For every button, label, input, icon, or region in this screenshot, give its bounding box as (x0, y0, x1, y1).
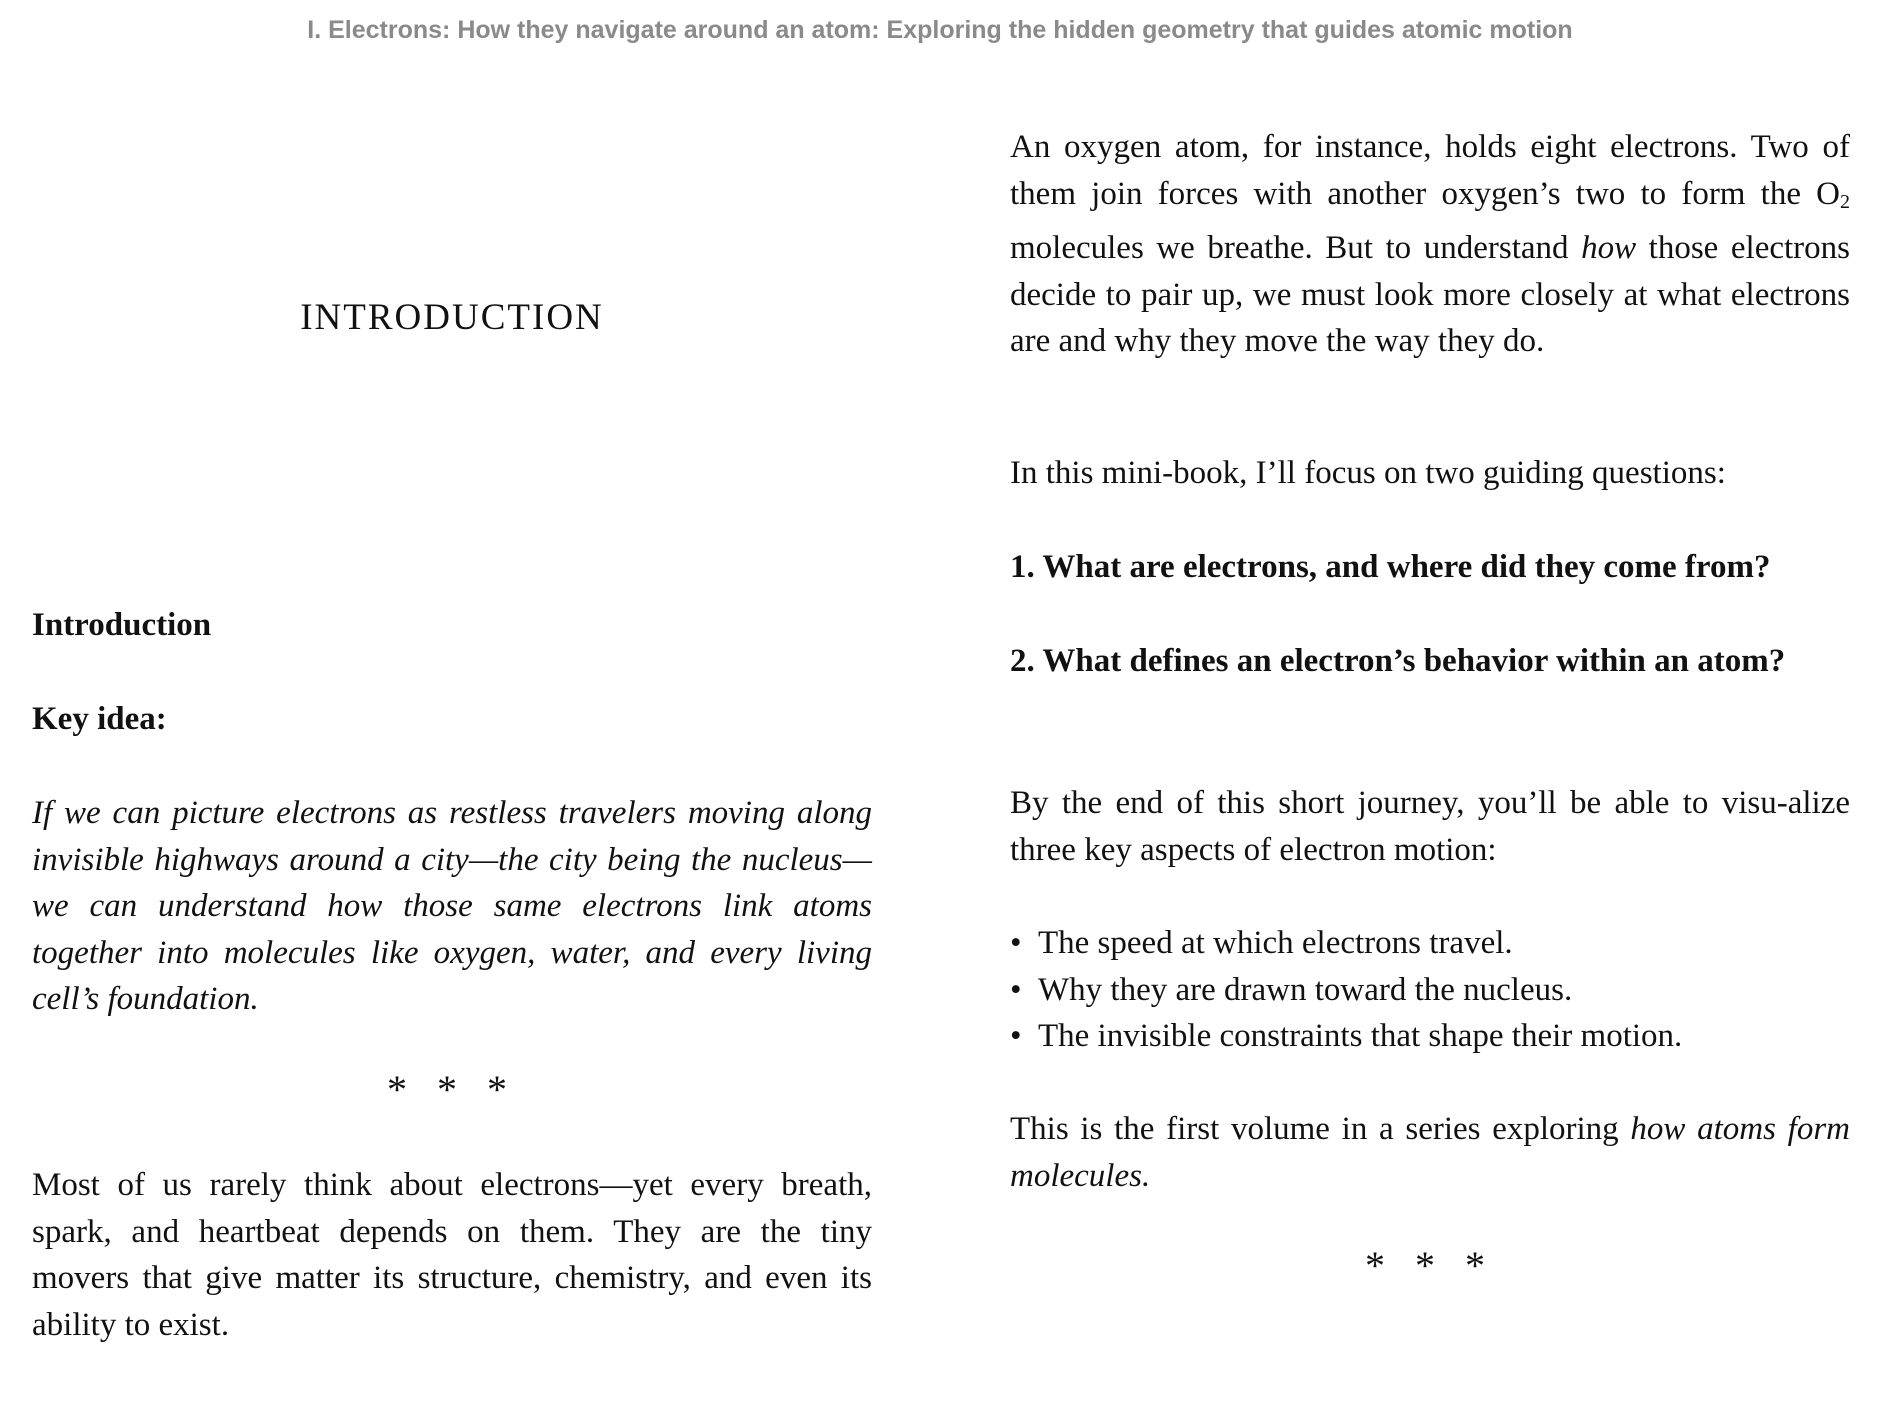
key-idea-label: Key idea: (32, 701, 167, 737)
section-separator-right: * * * (1365, 1243, 1495, 1288)
series-text: This is the first volume in a series exploring (1010, 1111, 1631, 1147)
body-paragraph-oxygen (1010, 124, 1850, 365)
body-paragraph-left: Most of us rarely think about electrons—yet every breath, spark, and heartbeat depends on them. They are the tiny movers that give matter its structure, chemistry, and even its ability to exist. (32, 1167, 872, 1343)
guiding-question-1: 1. What are electrons, and where did they come from? (1010, 549, 1771, 585)
oxygen-text-part1: An oxygen atom, for instance, holds eight electrons. Two of them join forces with another oxygen’s two to form the O (1010, 129, 1850, 212)
list-item: • The speed at which electrons travel. (1010, 920, 1850, 967)
guiding-questions-intro: In this mini-book, I’ll focus on two guiding questions: (1010, 455, 1726, 491)
section-separator-left: * * * (387, 1067, 517, 1112)
chapter-title: INTRODUCTION (300, 297, 604, 338)
list-item: • The invisible constraints that shape their motion. (1010, 1013, 1850, 1060)
journey-paragraph: By the end of this short journey, you’ll be able to visu-alize three key aspects of electron motion: (1010, 785, 1850, 868)
list-item: • Why they are drawn toward the nucleus. (1010, 967, 1850, 1014)
oxygen-text-part2: molecules we breathe. But to understand (1010, 230, 1582, 266)
oxygen-subscript: 2 (1840, 190, 1850, 213)
section-heading: Introduction (32, 607, 212, 643)
running-header-title: I. Electrons: How they navigate around an atom: Exploring the hidden geometry that guides atomic motion (307, 16, 1573, 44)
series-text-emphasis: how atoms form molecules. (1010, 1111, 1850, 1194)
oxygen-text-emphasis: how (1581, 230, 1637, 266)
bullet-dot-icon: • (1010, 971, 1022, 1008)
series-paragraph (1010, 1106, 1850, 1199)
aspects-list (1010, 920, 1850, 1060)
bullet-dot-icon: • (1010, 1018, 1022, 1054)
bullet-dot-icon: • (1010, 925, 1022, 961)
oxygen-text-part3: those electrons decide to pair up, we must look more closely at what electrons are and why they move the way they do. (1010, 230, 1850, 359)
key-idea-text: If we can picture electrons as restless travelers moving along invisible highways around a city—the city being the nucleus—we can understand how those same electrons link atoms together into molecules like oxygen, water, and every living cell’s foundation. (32, 795, 872, 1017)
guiding-question-2: 2. What defines an electron’s behavior within an atom? (1010, 643, 1786, 679)
